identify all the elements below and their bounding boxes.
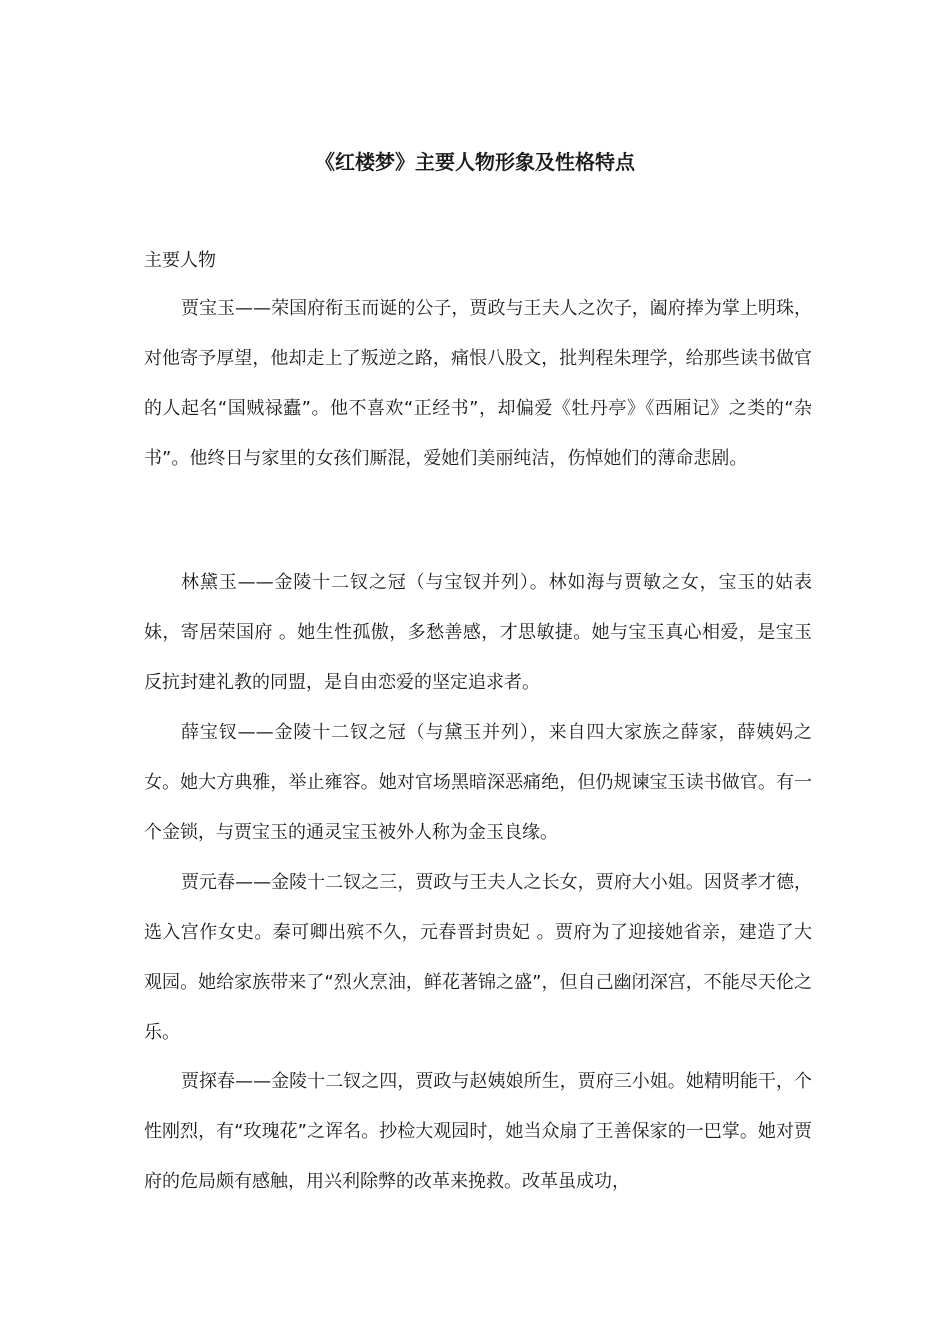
paragraph-xue-baochai: 薛宝钗——金陵十二钗之冠（与黛玉并列），来自四大家族之薛家，薛姨妈之女。她大方典雅，举止雍容。她对官场黑暗深恶痛绝，但仍规谏宝玉读书做官。有一个金锁，与贾宝玉的通灵宝玉被外人称为金玉良缘。 bbox=[144, 722, 812, 843]
paragraph-jia-baoyu: 贾宝玉——荣国府衔玉而诞的公子，贾政与王夫人之次子，阖府捧为掌上明珠，对他寄予厚望，他却走上了叛逆之路，痛恨八股文，批判程朱理学，给那些读书做官的人起名“国贼禄蠹”。他不喜欢“正经书”，却偏爱《牡丹亭》《西厢记》之类的“杂书”。他终日与家里的女孩们厮混，爱她们美丽纯洁，伤悼她们的薄命悲剧。 bbox=[144, 298, 812, 469]
paragraph-jia-tanchun: 贾探春——金陵十二钗之四，贾政与赵姨娘所生，贾府三小姐。她精明能干，个性刚烈，有“玫瑰花”之诨名。抄检大观园时，她当众扇了王善保家的一巴掌。她对贾府的危局颇有感触，用兴利除弊的改革来挽救。改革虽成功， bbox=[144, 1071, 812, 1192]
paragraph-jia-yuanchun: 贾元春——金陵十二钗之三，贾政与王夫人之长女，贾府大小姐。因贤孝才德，选入宫作女史。秦可卿出殡不久，元春晋封贵妃 。贾府为了迎接她省亲，建造了大观园。她给家族带来了“烈火烹油，鲜花著锦之盛”，但自己幽闭深宫，不能尽天伦之乐。 bbox=[144, 872, 812, 1043]
document-title: 《红楼梦》主要人物形象及性格特点 bbox=[315, 150, 635, 174]
paragraph-lin-daiyu: 林黛玉——金陵十二钗之冠（与宝钗并列）。林如海与贾敏之女，宝玉的姑表妹，寄居荣国府 。她生性孤傲，多愁善感，才思敏捷。她与宝玉真心相爱，是宝玉反抗封建礼教的同盟，是自由恋爱的坚定追求者。 bbox=[144, 572, 812, 693]
section-heading: 主要人物 bbox=[144, 250, 216, 271]
